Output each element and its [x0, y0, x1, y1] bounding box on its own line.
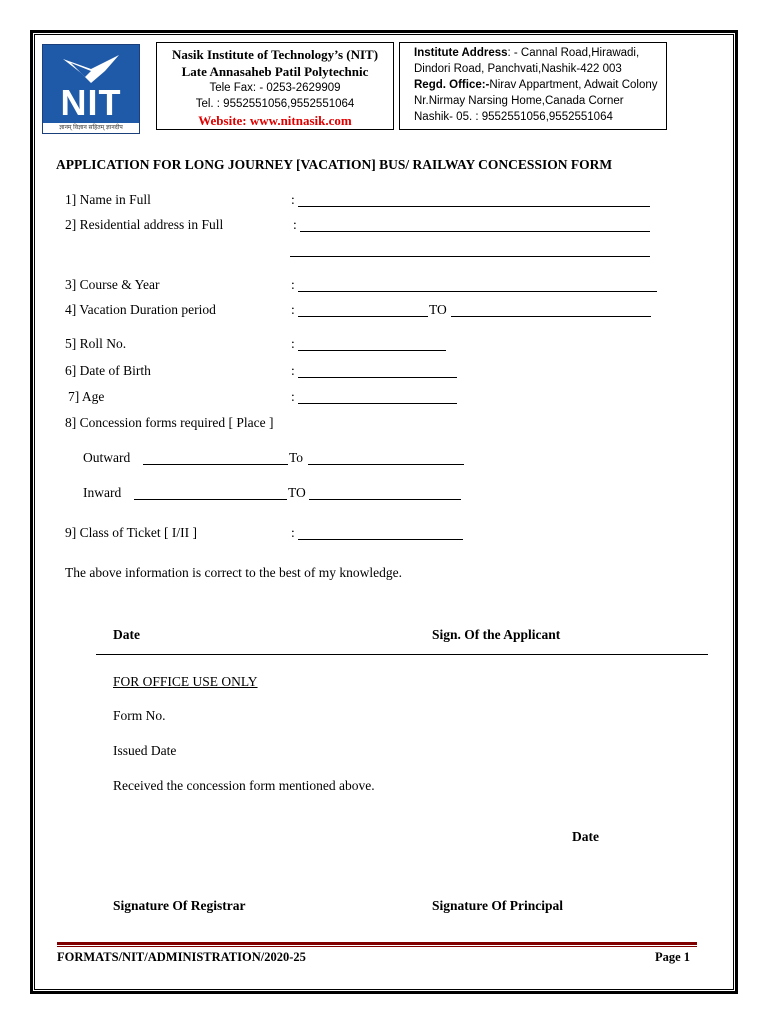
- field-vacation-colon: :: [291, 302, 295, 317]
- inward-to-line[interactable]: [309, 499, 461, 500]
- footer-rule-thick: [57, 942, 697, 945]
- field-vacation-label: 4] Vacation Duration period: [65, 302, 216, 317]
- field-class-colon: :: [291, 525, 295, 540]
- field-age-colon: :: [291, 389, 295, 404]
- outward-to-label: To: [289, 450, 304, 465]
- form-no-label: Form No.: [113, 708, 166, 723]
- nit-logo: [42, 44, 140, 134]
- logo-text: NIT: [60, 82, 122, 123]
- institute-name: Nasik Institute of Technology’s (NIT): [171, 47, 379, 62]
- office-date-label: Date: [572, 829, 599, 844]
- declaration-text: The above information is correct to the best of my knowledge.: [65, 565, 403, 580]
- outward-label: Outward: [83, 450, 131, 465]
- issued-date-label: Issued Date: [113, 743, 177, 758]
- received-text: Received the concession form mentioned above.: [113, 778, 375, 793]
- regd-label: Regd. Office:-: [414, 79, 490, 91]
- outward-to-line[interactable]: [308, 464, 464, 465]
- address-line2: Dindori Road, Panchvati,Nashik-422 003: [414, 63, 622, 75]
- footer-page-number: Page 1: [655, 950, 691, 964]
- roll-input-line[interactable]: [298, 350, 446, 351]
- class-input-line[interactable]: [298, 539, 463, 540]
- address-input-line-1[interactable]: [300, 231, 650, 232]
- page-border-inner: [34, 34, 734, 990]
- address-label: Institute Address: [414, 47, 508, 59]
- field-concession-label: 8] Concession forms required [ Place ]: [65, 415, 274, 430]
- field-course-label: 3] Course & Year: [65, 277, 160, 292]
- field-dob-colon: :: [291, 363, 295, 378]
- field-age-label: 7] Age: [68, 389, 105, 404]
- office-use-heading: FOR OFFICE USE ONLY: [113, 674, 258, 689]
- address-box: [399, 42, 667, 130]
- vacation-to-label: TO: [429, 302, 447, 317]
- regd-line3: Nashik- 05. : 9552551056,9552551064: [414, 111, 613, 123]
- name-input-line[interactable]: [298, 206, 650, 207]
- field-address-colon: :: [293, 217, 297, 232]
- age-input-line[interactable]: [298, 403, 457, 404]
- regd-line2: Nr.Nirmay Narsing Home,Canada Corner: [414, 95, 624, 107]
- applicant-sign-label: Sign. Of the Applicant: [432, 627, 561, 642]
- telefax: Tele Fax: - 0253-2629909: [209, 82, 341, 94]
- address-line1: : - Cannal Road,Hirawadi,: [507, 47, 640, 59]
- field-address-label: 2] Residential address in Full: [65, 217, 224, 232]
- inward-label: Inward: [83, 485, 122, 500]
- principal-signature-label: Signature Of Principal: [432, 898, 564, 913]
- field-roll-colon: :: [291, 336, 295, 351]
- address-input-line-2[interactable]: [290, 256, 650, 257]
- inward-to-label: TO: [288, 485, 306, 500]
- inward-from-line[interactable]: [134, 499, 287, 500]
- polytechnic-name: Late Annasaheb Patil Polytechnic: [181, 64, 369, 79]
- field-name-label: 1] Name in Full: [65, 192, 151, 207]
- footer-rule-thin: [57, 946, 697, 947]
- field-class-label: 9] Class of Ticket [ I/II ]: [65, 525, 197, 540]
- vacation-to-line[interactable]: [451, 316, 651, 317]
- vacation-from-line[interactable]: [298, 316, 428, 317]
- outward-from-line[interactable]: [143, 464, 288, 465]
- applicant-date-label: Date: [113, 627, 140, 642]
- field-dob-label: 6] Date of Birth: [65, 363, 151, 378]
- form-title: APPLICATION FOR LONG JOURNEY [VACATION] BUS/ RAILWAY CONCESSION FORM: [56, 157, 613, 172]
- section-divider: [96, 654, 708, 655]
- institute-info-box: [156, 42, 394, 130]
- logo-motto: ज्ञानम् विज्ञान सहितम् ज्ञानदीप: [43, 123, 139, 133]
- website: Website: www.nitnasik.com: [198, 113, 352, 128]
- telephone: Tel. : 9552551056,9552551064: [195, 98, 355, 110]
- footer-format-code: FORMATS/NIT/ADMINISTRATION/2020-25: [57, 950, 306, 964]
- dob-input-line[interactable]: [298, 377, 457, 378]
- regd-line1: Nirav Appartment, Adwait Colony: [489, 79, 658, 91]
- field-course-colon: :: [291, 277, 295, 292]
- registrar-signature-label: Signature Of Registrar: [113, 898, 246, 913]
- field-name-colon: :: [291, 192, 295, 207]
- field-roll-label: 5] Roll No.: [65, 336, 127, 351]
- course-input-line[interactable]: [298, 291, 657, 292]
